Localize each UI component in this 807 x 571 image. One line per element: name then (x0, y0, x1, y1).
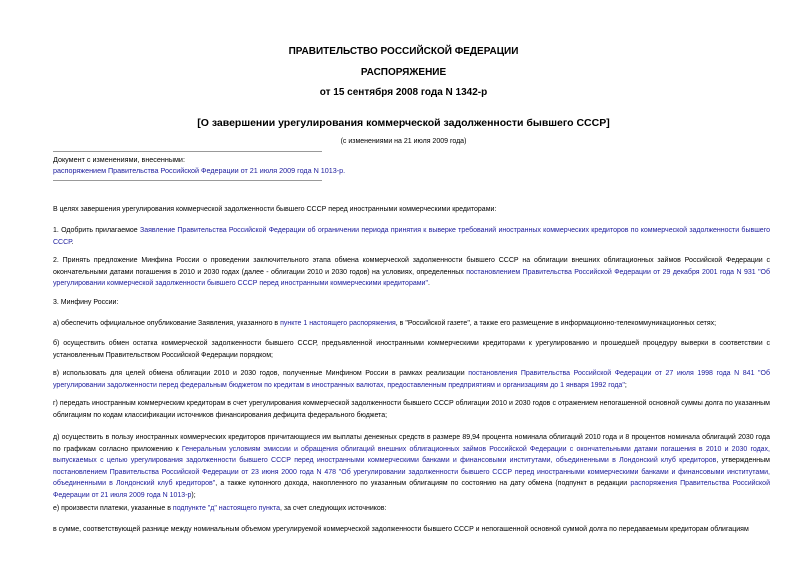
paragraph-d-mid2: , а также купонного дохода, накопленного по указанным облигациям по состоянию на дату обмена (подпункт в редакции (215, 480, 631, 488)
paragraph-a-text: а) обеспечить официальное опубликование Заявления, указанного в (53, 320, 281, 327)
paragraph-a (53, 318, 770, 330)
paragraph-v (53, 368, 770, 391)
paragraph-e-text: е) произвести платежи, указанные в (53, 505, 173, 512)
paragraph-v-text: в) использовать для целей обмена облигации 2010 и 2030 годов, полученные Минфином России в рамках реализации (53, 370, 469, 377)
point-1-link[interactable]: пункте 1 настоящего распоряжения (280, 320, 396, 327)
decree-1013-link[interactable]: распоряжения Правительства Российской Федерации от 21 июля 2009 года N 1013-р (53, 480, 770, 499)
issuer-heading: ПРАВИТЕЛЬСТВО РОССИЙСКОЙ ФЕДЕРАЦИИ (288, 46, 519, 57)
statement-link[interactable]: Заявление Правительства Российской Федерации об ограничении периода принятия к выверке требований иностранных коммерческих кредиторов по коммерческой задолженности бывшего СССР (53, 227, 770, 246)
divider-top (53, 151, 322, 152)
divider-bottom (53, 180, 322, 181)
document-title: [О завершении урегулирования коммерческой задолженности бывшего СССР] (197, 117, 610, 129)
paragraph-a-end: , в "Российской газете", а также его размещение в информационно-телекоммуникационных сетях; (395, 320, 717, 327)
paragraph-e (53, 503, 770, 515)
subpoint-d-link[interactable]: подпункте "д" настоящего пункта (172, 505, 280, 512)
paragraph-2-end: . (427, 280, 430, 288)
paragraph-3: 3. Минфину России: (53, 299, 119, 306)
document-type-heading: РАСПОРЯЖЕНИЕ (360, 67, 447, 78)
document-subtitle: (с изменениями на 21 июля 2009 года) (340, 138, 467, 145)
general-conditions-link[interactable]: Генеральным условиям эмиссии и обращения облигаций внешних облигационных займов Российской Федерации с окончательными датами погашения в 2010 и 2030 годах, выпускаемых с целью урегулирования задолженности бывшего СССР перед иностранными коммерческими банками и финансовыми институтами, объединенными в Лондонский клуб кредиторов (53, 445, 770, 465)
paragraph-e-end: , за счет следующих источников: (279, 505, 387, 512)
paragraph-1-text: 1. Одобрить прилагаемое (53, 227, 140, 234)
paragraph-d-mid: , утвержденным (716, 457, 770, 465)
paragraph-2 (53, 255, 770, 290)
paragraph-1-end: . (71, 238, 74, 246)
paragraph-d (53, 432, 770, 502)
paragraph-g: г) передать иностранным коммерческим кредиторам в счет урегулирования коммерческой задолженности бывшего СССР облигации 2010 и 2030 годов с отражением непогашенной основной суммы долга по указанным облигациям по кодам классификации источников финансирования дефицита федерального бюджета; (53, 400, 770, 419)
document-date-heading: от 15 сентября 2008 года N 1342-р (319, 87, 488, 98)
paragraph-2-text: 2. Принять предложение Минфина России о проведении заключительного этапа обмена коммерческой задолженности бывшего СССР на облигации внешних облигационных займов Российской Федерации с окончательными датами погашения в 2010 и 2030 годах (далее - облигации 2010 и 2030 годов) на условиях, определенных (53, 257, 770, 276)
decree-478-link[interactable]: постановлением Правительства Российской Федерации от 23 июня 2000 года N 478 "Об урегулировании задолженности бывшего СССР перед иностранными коммерческими банками и финансовыми институтами, объединенными в Лондонский клуб кредиторов" (53, 468, 770, 488)
decree-931-link[interactable]: постановлением Правительства Российской Федерации от 29 декабря 2001 года N 931 "Об урегулировании коммерческой задолженности бывшего СССР перед иностранными коммерческими кредиторами" (53, 268, 771, 288)
paragraph-d-end: ); (191, 491, 196, 499)
paragraph-v-end: ; (624, 381, 627, 389)
decree-841-link[interactable]: постановления Правительства Российской Федерации от 27 июля 1998 года N 841 "Об урегулировании задолженности перед федеральным бюджетом по кредитам в иностранных валютах, предоставленным предприятиям и организациям до 1 января 1992 года" (53, 370, 770, 389)
paragraph-last: в сумме, соответствующей разнице между номинальным объемом урегулируемой коммерческой задолженности бывшего СССР и непогашенной основной суммой долга по передаваемым кредиторам облигациям (53, 526, 749, 533)
doc-note-label: Документ с изменениями, внесенными: (53, 155, 185, 164)
paragraph-b: б) осуществить обмен остатка коммерческой задолженности бывшего СССР, предъявленной иностранными коммерческими кредиторами к урегулированию и прошедшей процедуру выверки в соответствии с установленным Правительством Российской Федерации порядком; (53, 340, 770, 359)
paragraph-1 (53, 225, 770, 248)
doc-note-link[interactable]: распоряжением Правительства Российской Федерации от 21 июля 2009 года N 1013-р. (53, 166, 346, 175)
paragraph-intro: В целях завершения урегулирования коммерческой задолженности бывшего СССР перед иностранными коммерческими кредиторами: (53, 206, 497, 213)
paragraph-d-text: д) осуществить в пользу иностранных коммерческих кредиторов причитающиеся им выплаты денежных средств в размере 89,94 процента номинала облигаций 2010 года и 8 процентов номинала облигаций 2030 года по графикам согласно приложению к (53, 434, 770, 453)
